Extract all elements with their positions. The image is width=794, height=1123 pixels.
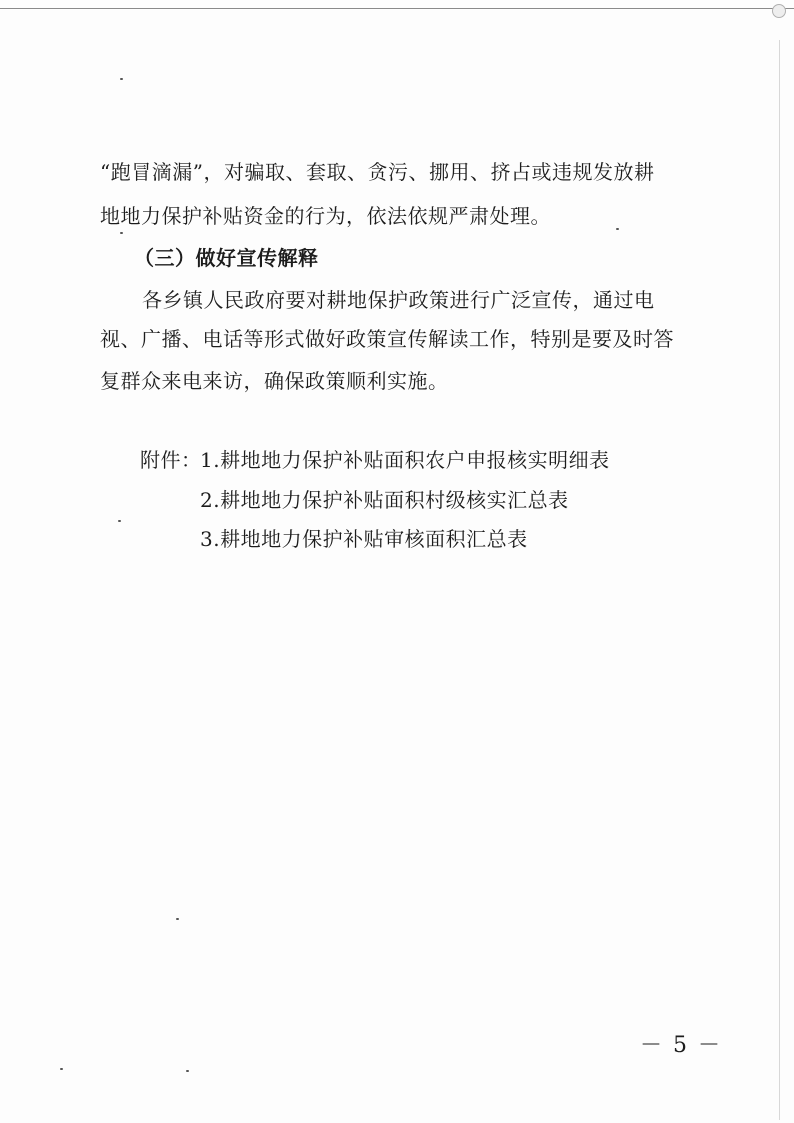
paragraph-line: 各乡镇人民政府要对耕地保护政策进行广泛宣传，通过电 <box>142 288 655 312</box>
scan-speck <box>120 78 123 80</box>
punch-hole-mark <box>772 4 786 18</box>
scan-speck <box>186 1070 189 1072</box>
scan-speck <box>616 228 619 230</box>
attachment-item: 2.耕地地力保护补贴面积村级核实汇总表 <box>200 488 569 512</box>
section-heading: （三）做好宣传解释 <box>134 246 319 270</box>
scan-speck <box>120 232 123 234</box>
paragraph-line: “跑冒滴漏”，对骗取、套取、贪污、挪用、挤占或违规发放耕 <box>100 160 655 184</box>
scan-top-edge <box>0 8 794 9</box>
paragraph-line: 地地力保护补贴资金的行为，依法依规严肃处理。 <box>100 204 551 228</box>
scan-right-edge <box>779 40 780 1120</box>
scan-speck <box>176 918 179 920</box>
paragraph-line: 视、广播、电话等形式做好政策宣传解读工作，特别是要及时答 <box>100 327 674 351</box>
scan-speck <box>118 520 121 522</box>
scan-speck <box>60 1068 63 1070</box>
attachment-item: 1.耕地地力保护补贴面积农户申报核实明细表 <box>200 448 610 472</box>
attachments-label: 附件： <box>140 448 202 472</box>
page-number: － 5 － <box>640 1033 722 1058</box>
attachment-item: 3.耕地地力保护补贴审核面积汇总表 <box>200 527 528 551</box>
paragraph-line: 复群众来电来访，确保政策顺利实施。 <box>100 369 449 393</box>
